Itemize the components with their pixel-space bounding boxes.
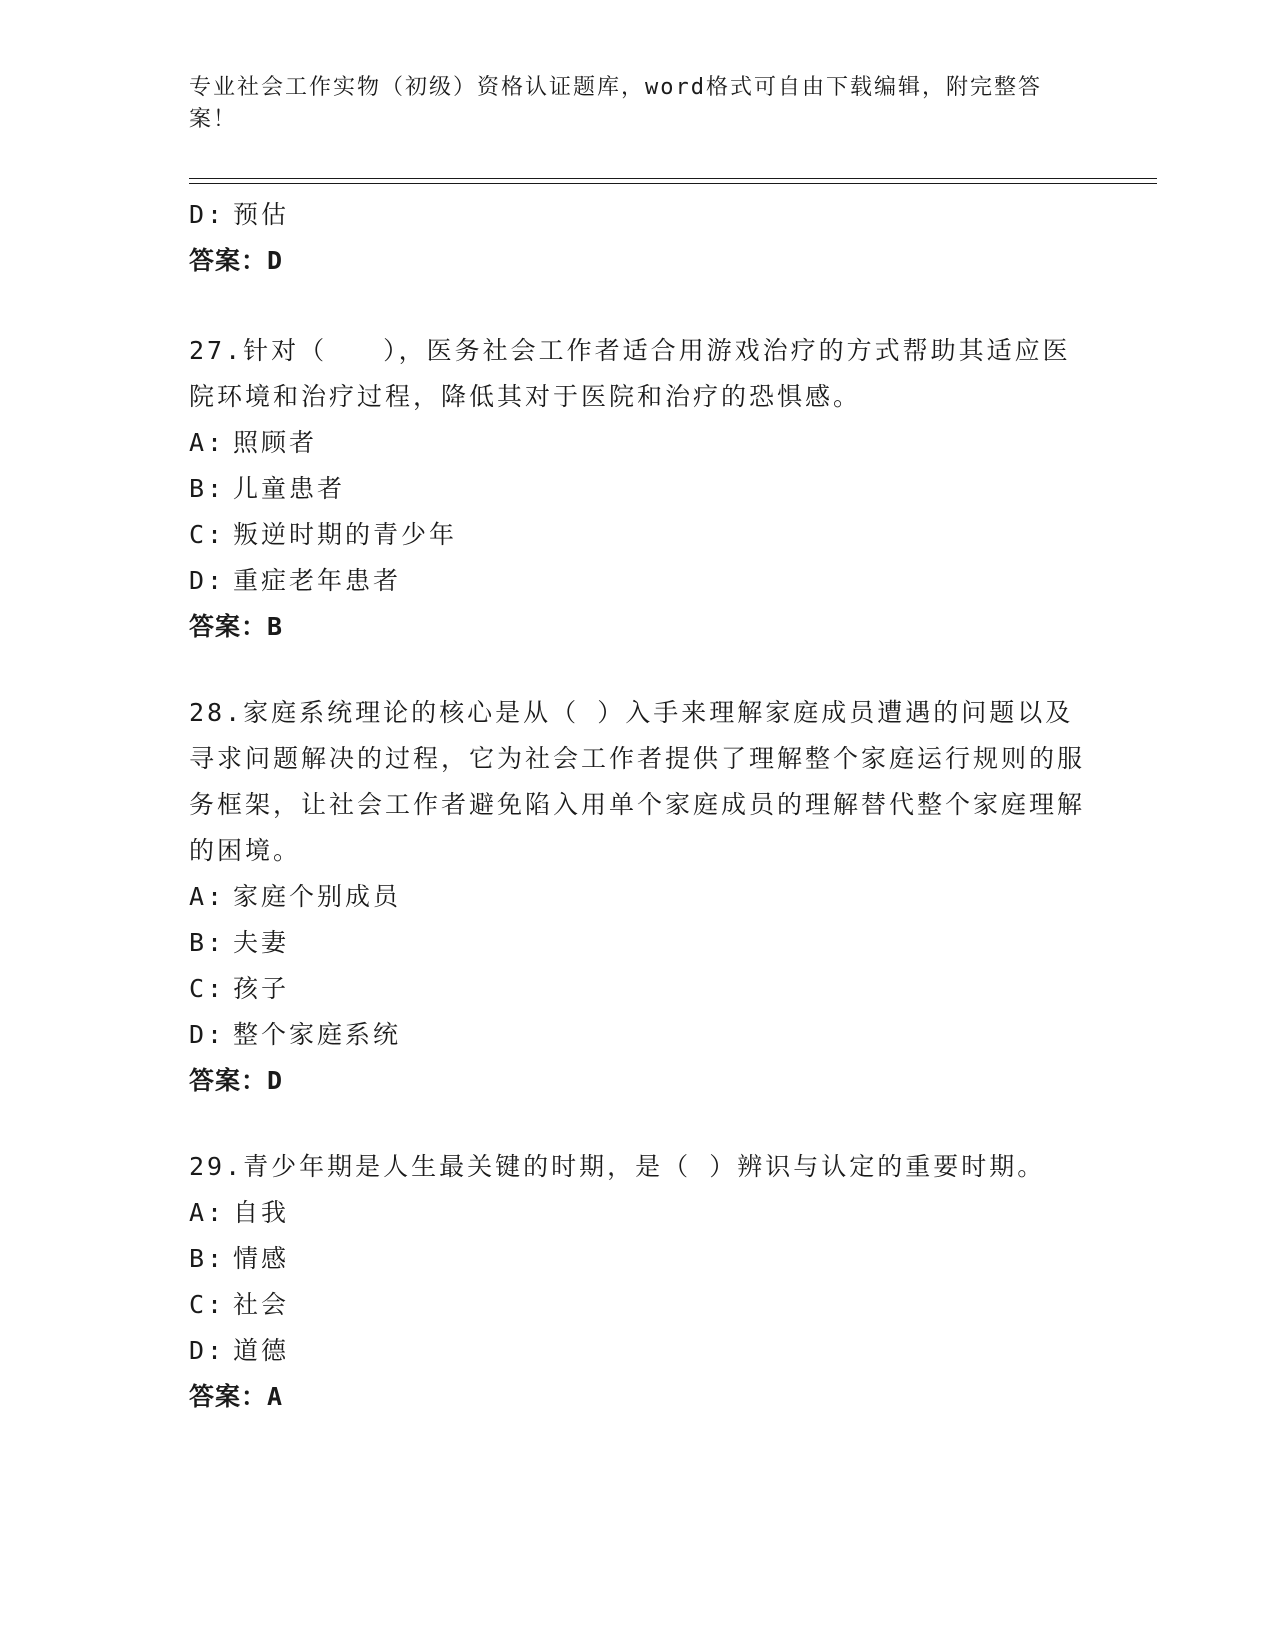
question-stem — [189, 690, 1089, 874]
option-b — [189, 1236, 1089, 1282]
question-list — [189, 192, 1089, 1420]
option-label: A: — [189, 1198, 226, 1227]
answer-line-carryover — [189, 238, 1089, 284]
option-label: B: — [189, 1244, 226, 1273]
option-text: 社会 — [233, 1290, 290, 1319]
option-c — [189, 512, 1089, 558]
option-a — [189, 874, 1089, 920]
answer-label: 答案： — [189, 612, 268, 641]
option-text: 叛逆时期的青少年 — [233, 520, 458, 549]
answer-line — [189, 1058, 1089, 1104]
option-label: A: — [189, 882, 226, 911]
option-label: B: — [189, 928, 226, 957]
question-stem — [189, 1144, 1089, 1190]
header-divider-bottom — [189, 183, 1157, 184]
answer-label: 答案： — [189, 246, 268, 275]
question-27 — [189, 328, 1089, 650]
question-text: 家庭系统理论的核心是从（ ）入手来理解家庭成员遭遇的问题以及寻求问题解决的过程，它为社会工作者提供了理解整个家庭运行规则的服务框架，让社会工作者避免陷入用单个家庭成员的理解替代整个家庭理解的困境。 — [189, 698, 1086, 865]
option-d — [189, 558, 1089, 604]
answer-value: B — [267, 612, 284, 641]
option-a — [189, 420, 1089, 466]
answer-label: 答案： — [189, 1382, 268, 1411]
option-text: 整个家庭系统 — [233, 1020, 402, 1049]
option-text: 道德 — [233, 1336, 290, 1365]
option-text: 夫妻 — [233, 928, 290, 957]
option-d — [189, 1328, 1089, 1374]
option-label: B: — [189, 474, 226, 503]
header-divider-top — [189, 178, 1157, 179]
option-text: 自我 — [233, 1198, 290, 1227]
option-d-carryover — [189, 192, 1089, 238]
option-label: D: — [189, 1020, 226, 1049]
answer-value: D — [267, 246, 284, 275]
option-text: 照顾者 — [233, 428, 318, 457]
option-b — [189, 466, 1089, 512]
option-text: 重症老年患者 — [233, 566, 402, 595]
question-number: 27. — [189, 336, 244, 365]
option-d — [189, 1012, 1089, 1058]
question-number: 29. — [189, 1152, 244, 1181]
question-number: 28. — [189, 698, 244, 727]
document-header: 专业社会工作实物（初级）资格认证题库，word格式可自由下载编辑，附完整答案！ — [189, 75, 1042, 132]
option-a — [189, 1190, 1089, 1236]
option-text: 情感 — [233, 1244, 290, 1273]
option-c — [189, 966, 1089, 1012]
option-text: 家庭个别成员 — [233, 882, 402, 911]
option-text: 预估 — [233, 200, 290, 229]
option-label: C: — [189, 1290, 226, 1319]
answer-line — [189, 604, 1089, 650]
option-label: D: — [189, 1336, 226, 1365]
answer-line — [189, 1374, 1089, 1420]
answer-value: D — [267, 1066, 284, 1095]
option-label: D: — [189, 566, 226, 595]
question-text: 针对（ ），医务社会工作者适合用游戏治疗的方式帮助其适应医院环境和治疗过程，降低其对于医院和治疗的恐惧感。 — [189, 336, 1071, 411]
option-text: 孩子 — [233, 974, 290, 1003]
option-text: 儿童患者 — [233, 474, 346, 503]
option-label: D: — [189, 200, 226, 229]
option-label: A: — [189, 428, 226, 457]
answer-label: 答案： — [189, 1066, 268, 1095]
answer-value: A — [267, 1382, 284, 1411]
option-c — [189, 1282, 1089, 1328]
question-29 — [189, 1144, 1089, 1420]
option-b — [189, 920, 1089, 966]
option-label: C: — [189, 520, 226, 549]
question-text: 青少年期是人生最关键的时期，是（ ）辨识与认定的重要时期。 — [243, 1152, 1046, 1181]
option-label: C: — [189, 974, 226, 1003]
question-stem — [189, 328, 1089, 420]
question-28 — [189, 690, 1089, 1104]
